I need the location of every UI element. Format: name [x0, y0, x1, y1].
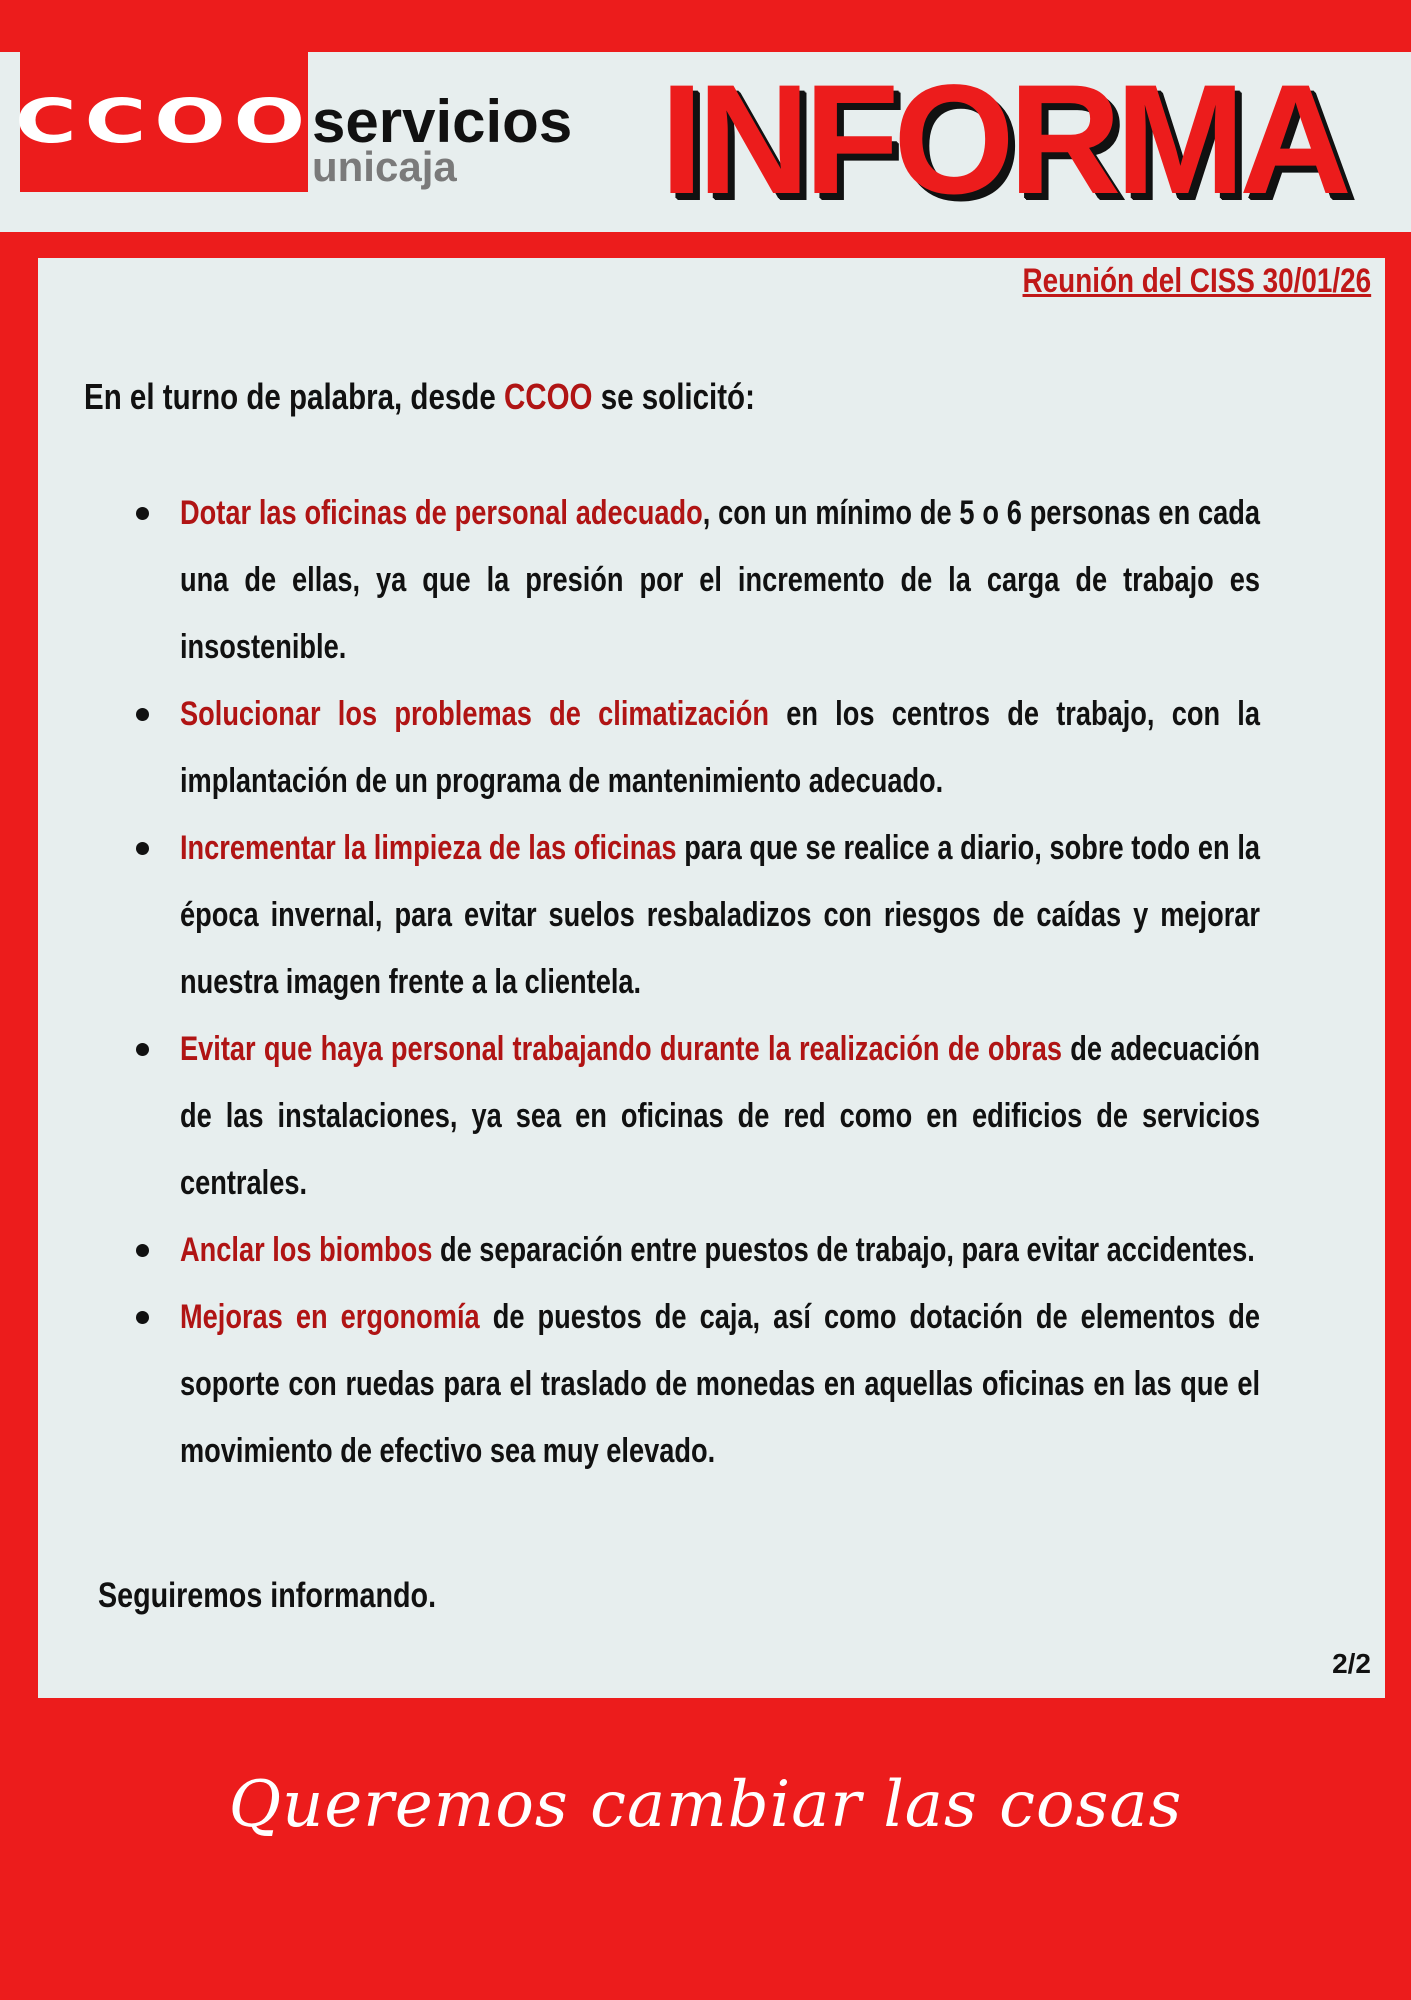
- item-highlight: Evitar que haya personal trabajando durante la realización de obras: [180, 1030, 1062, 1068]
- item-highlight: Mejoras en ergonomía: [180, 1298, 480, 1336]
- item-highlight: Incrementar la limpieza de las oficinas: [180, 829, 677, 867]
- list-item: [94, 1284, 1334, 1485]
- request-list: [94, 480, 1334, 1485]
- bullet-icon: [136, 708, 149, 721]
- brand-servicios: servicios: [312, 88, 573, 155]
- list-item: [94, 1217, 1334, 1284]
- bullet-icon: [136, 507, 149, 520]
- page-number: 2/2: [1332, 1648, 1371, 1679]
- meeting-label: Reunión del CISS 30/01/26: [1022, 262, 1371, 300]
- list-item: [94, 480, 1334, 681]
- item-text: en los centros de trabajo, con la implantación de un programa de mantenimiento adecuado.: [180, 695, 1260, 800]
- list-item: [94, 815, 1334, 1016]
- item-text: de puestos de caja, así como dotación de elementos de soporte con ruedas para el traslado de monedas en aquellas oficinas en las que el movimiento de efectivo sea muy elevado.: [180, 1298, 1261, 1470]
- item-text: , con un mínimo de 5 o 6 personas en cada una de ellas, ya que la presión por el incremento de la carga de trabajo es insostenible.: [180, 494, 1260, 666]
- item-highlight: Solucionar los problemas de climatización: [180, 695, 769, 733]
- intro-text: [84, 376, 755, 418]
- content-panel: [38, 258, 1385, 1698]
- item-text: para que se realice a diario, sobre todo en la época invernal, para evitar suelos resbaladizos con riesgos de caídas y mejorar nuestra imagen frente a la clientela.: [180, 829, 1261, 1001]
- list-item: [94, 1016, 1334, 1217]
- ccoo-logo: [14, 50, 314, 192]
- closing-text: Seguiremos informando.: [98, 1576, 437, 1615]
- ccoo-logo-text: CCOO: [14, 85, 314, 157]
- brand-unicaja: unicaja: [312, 143, 457, 190]
- bullet-icon: [136, 1311, 149, 1324]
- bullet-icon: [136, 1244, 149, 1257]
- intro-highlight: CCOO: [503, 376, 593, 417]
- intro-suffix: se solicitó:: [592, 376, 755, 417]
- item-highlight: Anclar los biombos: [180, 1231, 433, 1269]
- item-text: de separación entre puestos de trabajo, para evitar accidentes.: [432, 1231, 1255, 1269]
- item-highlight: Dotar las oficinas de personal adecuado: [180, 494, 703, 532]
- page-title: INFORMA: [660, 53, 1346, 227]
- intro-prefix: En el turno de palabra, desde: [84, 376, 504, 417]
- item-text: de adecuación de las instalaciones, ya sea en oficinas de red como en edificios de servicios centrales.: [180, 1030, 1261, 1202]
- bullet-icon: [136, 1043, 149, 1056]
- list-item: [94, 681, 1334, 815]
- bullet-icon: [136, 842, 149, 855]
- footer-slogan: Queremos cambiar las cosas: [228, 1768, 1183, 1842]
